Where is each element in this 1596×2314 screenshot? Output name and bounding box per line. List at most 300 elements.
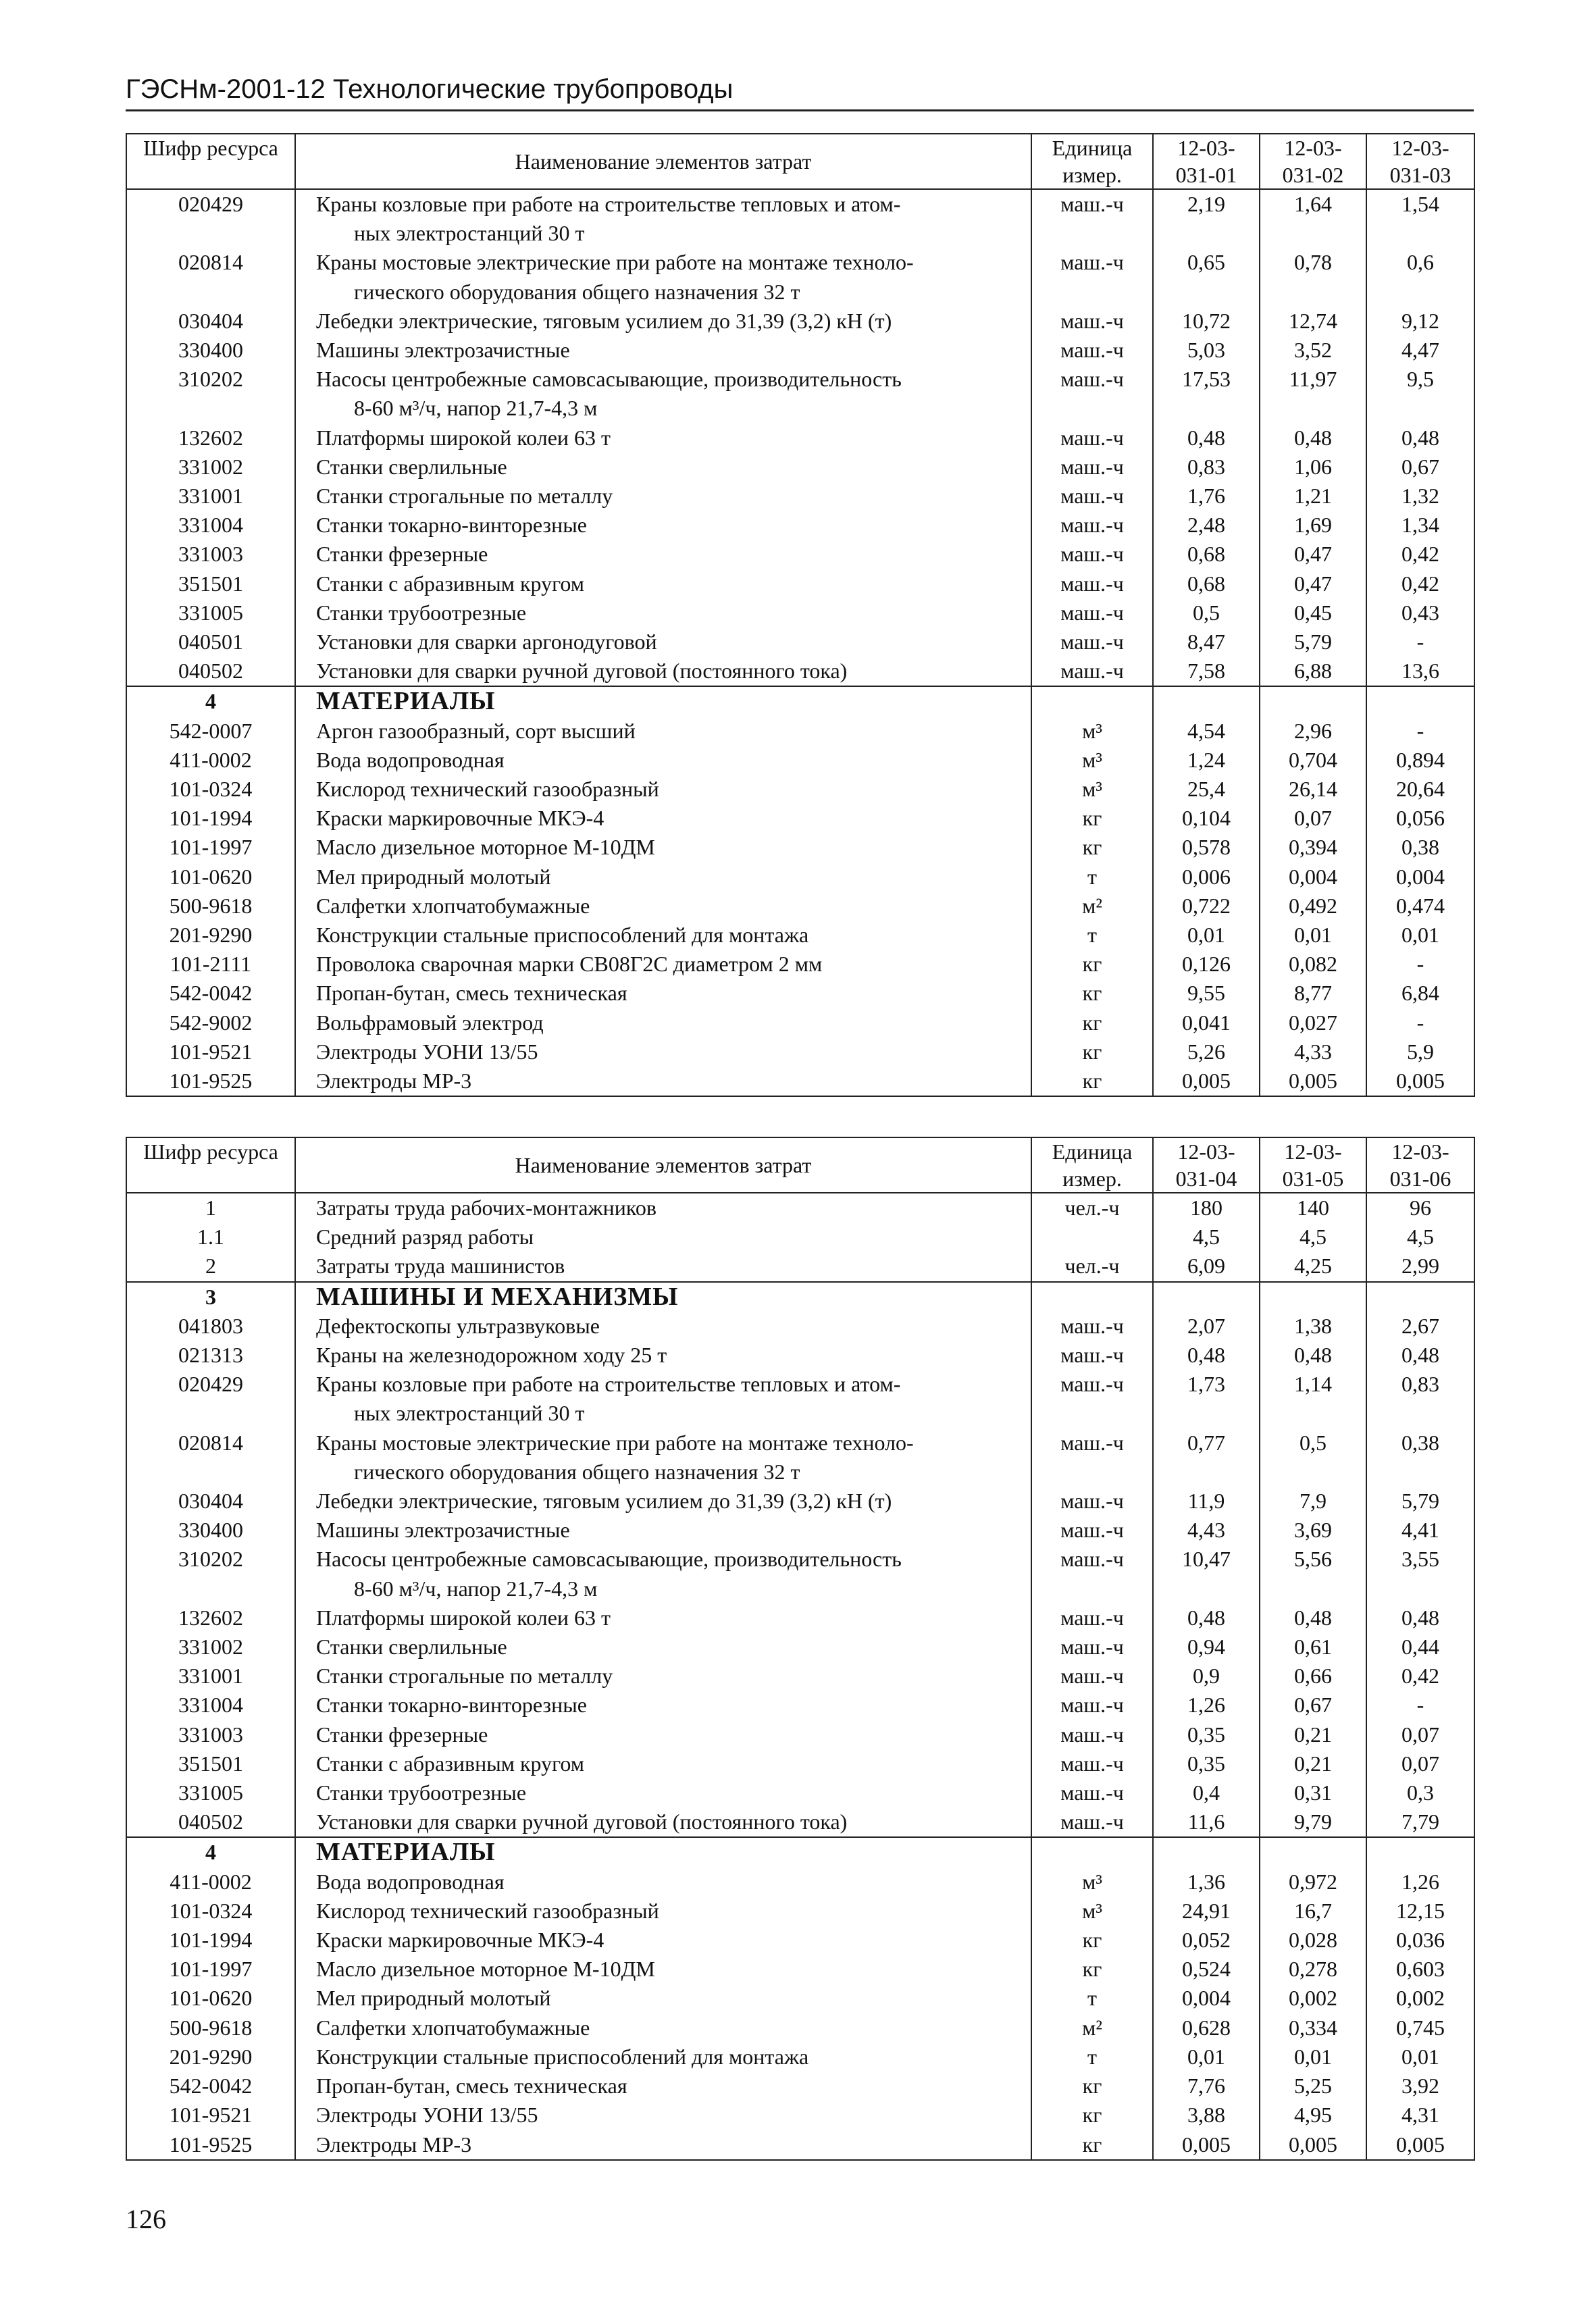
resource-name-text: Пропан-бутан, смесь техническая bbox=[316, 2074, 627, 2099]
resource-code: 4 bbox=[126, 686, 295, 716]
table-row bbox=[126, 1955, 1474, 1984]
table-row bbox=[126, 950, 1474, 979]
col-header-code: Шифр ресурса bbox=[126, 134, 295, 189]
resource-name-continuation: 8-60 м³/ч, напор 21,7-4,3 м bbox=[354, 1576, 598, 1601]
resource-name bbox=[295, 1632, 1031, 1662]
resource-name bbox=[295, 1516, 1031, 1545]
resource-name-text: Мел природный молотый bbox=[316, 1986, 551, 2011]
page-number: 126 bbox=[126, 2204, 166, 2234]
resource-name-continuation: гического оборудования общего назначения 32 т bbox=[354, 279, 800, 304]
value-cell-3: 0,07 bbox=[1366, 1720, 1474, 1749]
resource-name-continuation: 8-60 м³/ч, напор 21,7-4,3 м bbox=[354, 396, 598, 421]
resource-name bbox=[295, 365, 1031, 423]
resource-name bbox=[295, 1691, 1031, 1720]
resource-name-text: Машины электрозачистные bbox=[316, 338, 570, 363]
resource-name-text: Конструкции стальные приспособлений для монтажа bbox=[316, 923, 809, 948]
resource-code: 331001 bbox=[126, 482, 295, 511]
resource-name bbox=[295, 336, 1031, 365]
resource-name-text: Краны на железнодорожном ходу 25 т bbox=[316, 1343, 667, 1368]
resource-name-text: Станки трубоотрезные bbox=[316, 600, 527, 625]
value-cell-1: 0,35 bbox=[1153, 1720, 1260, 1749]
value-cell-1: 8,47 bbox=[1153, 627, 1260, 657]
value-cell-3: 2,67 bbox=[1366, 1312, 1474, 1341]
unit-cell: маш.-ч bbox=[1031, 657, 1153, 686]
unit-cell: маш.-ч bbox=[1031, 1487, 1153, 1516]
resource-name bbox=[295, 950, 1031, 979]
resource-name bbox=[295, 482, 1031, 511]
unit-cell: кг bbox=[1031, 1955, 1153, 1984]
value-cell-2: 0,66 bbox=[1260, 1662, 1366, 1691]
resource-name bbox=[295, 248, 1031, 306]
value-cell-1: 0,004 bbox=[1153, 1984, 1260, 2013]
resource-name bbox=[295, 627, 1031, 657]
value-cell-2: 0,027 bbox=[1260, 1008, 1366, 1037]
table-row bbox=[126, 1516, 1474, 1545]
value-cell-1: 0,48 bbox=[1153, 423, 1260, 453]
unit-cell: кг bbox=[1031, 804, 1153, 833]
value-cell-1: 4,54 bbox=[1153, 717, 1260, 746]
resource-name-text: Затраты труда рабочих-монтажников bbox=[316, 1195, 657, 1220]
value-cell-3: 0,056 bbox=[1366, 804, 1474, 833]
resource-name bbox=[295, 1720, 1031, 1749]
table-row bbox=[126, 717, 1474, 746]
table-header-row bbox=[126, 134, 1474, 189]
resource-name-text: Станки с абразивным кругом bbox=[316, 1751, 585, 1776]
resource-name bbox=[295, 1984, 1031, 2013]
unit-cell: кг bbox=[1031, 1066, 1153, 1096]
unit-cell: маш.-ч bbox=[1031, 1603, 1153, 1632]
resource-code: 351501 bbox=[126, 1749, 295, 1778]
resource-name bbox=[295, 1008, 1031, 1037]
table-row bbox=[126, 1312, 1474, 1341]
value-cell-1: 0,48 bbox=[1153, 1603, 1260, 1632]
value-cell-2: 2,96 bbox=[1260, 717, 1366, 746]
resource-code: 041803 bbox=[126, 1312, 295, 1341]
resource-name bbox=[295, 833, 1031, 862]
resource-name bbox=[295, 1545, 1031, 1603]
value-cell-3: 0,474 bbox=[1366, 892, 1474, 921]
value-cell-3: - bbox=[1366, 1008, 1474, 1037]
resource-name bbox=[295, 1603, 1031, 1632]
table-row bbox=[126, 365, 1474, 423]
table-row bbox=[126, 598, 1474, 627]
value-cell-3: 6,84 bbox=[1366, 979, 1474, 1008]
value-cell-1: 1,76 bbox=[1153, 482, 1260, 511]
table-row bbox=[126, 979, 1474, 1008]
section-row bbox=[126, 1837, 1474, 1867]
resource-code: 101-1994 bbox=[126, 1926, 295, 1955]
value-cell-3: 0,42 bbox=[1366, 540, 1474, 569]
resource-name-text: Затраты труда машинистов bbox=[316, 1254, 565, 1279]
resource-table-2 bbox=[126, 1137, 1475, 2161]
col-header-code-3: 12-03-031-03 bbox=[1366, 134, 1474, 189]
resource-name bbox=[295, 453, 1031, 482]
unit-cell: маш.-ч bbox=[1031, 1749, 1153, 1778]
resource-name bbox=[295, 189, 1031, 248]
value-cell-3 bbox=[1366, 686, 1474, 716]
resource-name-text: Масло дизельное моторное М-10ДМ bbox=[316, 1957, 655, 1982]
resource-name-text: Станки трубоотрезные bbox=[316, 1780, 527, 1805]
value-cell-3 bbox=[1366, 1837, 1474, 1867]
resource-name-text: Краны козловые при работе на строительстве тепловых и атом- bbox=[316, 1372, 901, 1397]
value-cell-1: 5,03 bbox=[1153, 336, 1260, 365]
resource-name-text: Электроды МР-3 bbox=[316, 2132, 472, 2157]
value-cell-2: 4,25 bbox=[1260, 1252, 1366, 1281]
table-row bbox=[126, 775, 1474, 804]
table-row bbox=[126, 1429, 1474, 1487]
value-cell-1: 0,4 bbox=[1153, 1778, 1260, 1807]
value-cell-3: 0,745 bbox=[1366, 2013, 1474, 2042]
unit-cell: м³ bbox=[1031, 746, 1153, 775]
value-cell-1: 0,041 bbox=[1153, 1008, 1260, 1037]
resource-code: 3 bbox=[126, 1282, 295, 1312]
resource-code: 101-9521 bbox=[126, 1037, 295, 1066]
value-cell-3: 0,42 bbox=[1366, 569, 1474, 598]
value-cell-1: 0,48 bbox=[1153, 1341, 1260, 1370]
resource-name-text: Станки токарно-винторезные bbox=[316, 1693, 587, 1718]
resource-name-text: Электроды УОНИ 13/55 bbox=[316, 1039, 538, 1064]
unit-cell bbox=[1031, 1282, 1153, 1312]
resource-code: 132602 bbox=[126, 423, 295, 453]
unit-cell: м² bbox=[1031, 892, 1153, 921]
value-cell-1: 180 bbox=[1153, 1193, 1260, 1223]
value-cell-2: 0,48 bbox=[1260, 423, 1366, 453]
resource-code: 101-2111 bbox=[126, 950, 295, 979]
table-row bbox=[126, 746, 1474, 775]
resource-name-text: Насосы центробежные самовсасывающие, производительность bbox=[316, 1547, 902, 1572]
resource-code: 040502 bbox=[126, 657, 295, 686]
resource-name-text: Средний разряд работы bbox=[316, 1225, 534, 1250]
unit-cell: маш.-ч bbox=[1031, 1662, 1153, 1691]
resource-name-text: Салфетки хлопчатобумажные bbox=[316, 893, 590, 918]
value-cell-1: 24,91 bbox=[1153, 1897, 1260, 1926]
value-cell-2: 0,002 bbox=[1260, 1984, 1366, 2013]
resource-code: 331002 bbox=[126, 1632, 295, 1662]
table-row bbox=[126, 307, 1474, 336]
table-row bbox=[126, 1603, 1474, 1632]
value-cell-3: 4,47 bbox=[1366, 336, 1474, 365]
resource-name bbox=[295, 1370, 1031, 1428]
value-cell-1: 6,09 bbox=[1153, 1252, 1260, 1281]
value-cell-2: 1,38 bbox=[1260, 1312, 1366, 1341]
resource-code: 331002 bbox=[126, 453, 295, 482]
value-cell-2: 0,48 bbox=[1260, 1341, 1366, 1370]
table-header-row bbox=[126, 1137, 1474, 1193]
resource-name-text: Насосы центробежные самовсасывающие, производительность bbox=[316, 367, 902, 392]
table-row bbox=[126, 921, 1474, 950]
resource-name-text: Кислород технический газообразный bbox=[316, 1898, 659, 1923]
value-cell-3: - bbox=[1366, 717, 1474, 746]
resource-code: 101-1997 bbox=[126, 833, 295, 862]
table-row bbox=[126, 336, 1474, 365]
resource-code: 030404 bbox=[126, 1487, 295, 1516]
unit-cell: маш.-ч bbox=[1031, 453, 1153, 482]
unit-cell: кг bbox=[1031, 2072, 1153, 2101]
table-row bbox=[126, 1066, 1474, 1096]
table-row bbox=[126, 511, 1474, 540]
resource-code: 331004 bbox=[126, 1691, 295, 1720]
resource-name bbox=[295, 746, 1031, 775]
resource-code: 020814 bbox=[126, 248, 295, 306]
unit-cell: маш.-ч bbox=[1031, 1632, 1153, 1662]
resource-name bbox=[295, 1312, 1031, 1341]
value-cell-3: 3,55 bbox=[1366, 1545, 1474, 1603]
value-cell-2: 0,082 bbox=[1260, 950, 1366, 979]
value-cell-2: 0,48 bbox=[1260, 1603, 1366, 1632]
value-cell-2: 3,69 bbox=[1260, 1516, 1366, 1545]
value-cell-2: 0,005 bbox=[1260, 1066, 1366, 1096]
table-row bbox=[126, 1807, 1474, 1837]
value-cell-2: 11,97 bbox=[1260, 365, 1366, 423]
value-cell-2: 8,77 bbox=[1260, 979, 1366, 1008]
table-row bbox=[126, 1545, 1474, 1603]
value-cell-1: 1,36 bbox=[1153, 1868, 1260, 1897]
resource-code: 101-9525 bbox=[126, 2130, 295, 2160]
resource-name bbox=[295, 2072, 1031, 2101]
resource-name bbox=[295, 1749, 1031, 1778]
resource-name-text: Станки фрезерные bbox=[316, 1722, 488, 1747]
unit-cell: маш.-ч bbox=[1031, 598, 1153, 627]
resource-name bbox=[295, 1662, 1031, 1691]
value-cell-3: - bbox=[1366, 950, 1474, 979]
table-row bbox=[126, 833, 1474, 862]
table-row bbox=[126, 1037, 1474, 1066]
value-cell-3: 0,002 bbox=[1366, 1984, 1474, 2013]
resource-code: 331004 bbox=[126, 511, 295, 540]
unit-cell: маш.-ч bbox=[1031, 1429, 1153, 1487]
value-cell-2: 5,79 bbox=[1260, 627, 1366, 657]
value-cell-1: 0,01 bbox=[1153, 921, 1260, 950]
unit-cell: т bbox=[1031, 2042, 1153, 2072]
table-row bbox=[126, 189, 1474, 248]
resource-name-text: Масло дизельное моторное М-10ДМ bbox=[316, 835, 655, 860]
unit-cell: маш.-ч bbox=[1031, 1370, 1153, 1428]
table-row bbox=[126, 2130, 1474, 2160]
unit-cell: м² bbox=[1031, 2013, 1153, 2042]
value-cell-1: 0,005 bbox=[1153, 1066, 1260, 1096]
unit-cell: кг bbox=[1031, 1008, 1153, 1037]
value-cell-1: 0,722 bbox=[1153, 892, 1260, 921]
value-cell-2: 4,95 bbox=[1260, 2101, 1366, 2130]
unit-cell: маш.-ч bbox=[1031, 627, 1153, 657]
col-header-name: Наименование элементов затрат bbox=[295, 134, 1031, 189]
value-cell-1: 0,5 bbox=[1153, 598, 1260, 627]
unit-cell bbox=[1031, 686, 1153, 716]
resource-code: 021313 bbox=[126, 1341, 295, 1370]
resource-name bbox=[295, 1223, 1031, 1252]
value-cell-2: 0,45 bbox=[1260, 598, 1366, 627]
value-cell-2: 4,33 bbox=[1260, 1037, 1366, 1066]
value-cell-1: 0,01 bbox=[1153, 2042, 1260, 2072]
value-cell-1: 0,006 bbox=[1153, 863, 1260, 892]
unit-cell: маш.-ч bbox=[1031, 1807, 1153, 1837]
value-cell-2: 0,334 bbox=[1260, 2013, 1366, 2042]
value-cell-2 bbox=[1260, 1282, 1366, 1312]
value-cell-1: 1,73 bbox=[1153, 1370, 1260, 1428]
value-cell-3: 12,15 bbox=[1366, 1897, 1474, 1926]
resource-name bbox=[295, 775, 1031, 804]
resource-name bbox=[295, 804, 1031, 833]
value-cell-2: 0,5 bbox=[1260, 1429, 1366, 1487]
value-cell-2 bbox=[1260, 686, 1366, 716]
resource-code: 411-0002 bbox=[126, 746, 295, 775]
value-cell-3: 0,004 bbox=[1366, 863, 1474, 892]
unit-cell: маш.-ч bbox=[1031, 540, 1153, 569]
value-cell-3: 1,26 bbox=[1366, 1868, 1474, 1897]
value-cell-2: 1,64 bbox=[1260, 189, 1366, 248]
unit-cell bbox=[1031, 1837, 1153, 1867]
value-cell-2: 0,278 bbox=[1260, 1955, 1366, 1984]
resource-name-text: Установки для сварки ручной дуговой (постоянного тока) bbox=[316, 1809, 848, 1834]
resource-name-text: Лебедки электрические, тяговым усилием до 31,39 (3,2) кН (т) bbox=[316, 308, 892, 333]
table-row bbox=[126, 1691, 1474, 1720]
value-cell-1: 0,9 bbox=[1153, 1662, 1260, 1691]
unit-cell: маш.-ч bbox=[1031, 1545, 1153, 1603]
value-cell-3: 7,79 bbox=[1366, 1807, 1474, 1837]
table-row bbox=[126, 248, 1474, 306]
resource-code: 101-9521 bbox=[126, 2101, 295, 2130]
value-cell-1: 2,19 bbox=[1153, 189, 1260, 248]
value-cell-3: 0,005 bbox=[1366, 2130, 1474, 2160]
value-cell-3: 0,48 bbox=[1366, 1603, 1474, 1632]
resource-code: 4 bbox=[126, 1837, 295, 1867]
value-cell-3: 0,67 bbox=[1366, 453, 1474, 482]
resource-name bbox=[295, 979, 1031, 1008]
resource-name bbox=[295, 569, 1031, 598]
value-cell-1: 4,5 bbox=[1153, 1223, 1260, 1252]
resource-code: 101-0620 bbox=[126, 863, 295, 892]
value-cell-2: 1,06 bbox=[1260, 453, 1366, 482]
unit-cell: маш.-ч bbox=[1031, 307, 1153, 336]
unit-cell: м³ bbox=[1031, 1868, 1153, 1897]
resource-code: 101-0620 bbox=[126, 1984, 295, 2013]
unit-cell: маш.-ч bbox=[1031, 189, 1153, 248]
resource-code: 020429 bbox=[126, 1370, 295, 1428]
unit-cell: маш.-ч bbox=[1031, 569, 1153, 598]
resource-code: 331005 bbox=[126, 598, 295, 627]
resource-name-text: Проволока сварочная марки СВ08Г2С диаметром 2 мм bbox=[316, 952, 823, 977]
unit-cell: кг bbox=[1031, 950, 1153, 979]
value-cell-3: 0,44 bbox=[1366, 1632, 1474, 1662]
unit-cell: маш.-ч bbox=[1031, 1720, 1153, 1749]
value-cell-1: 10,72 bbox=[1153, 307, 1260, 336]
col-header-code-1: 12-03-031-01 bbox=[1153, 134, 1260, 189]
table-row bbox=[126, 627, 1474, 657]
resource-code: 101-0324 bbox=[126, 775, 295, 804]
value-cell-2: 1,21 bbox=[1260, 482, 1366, 511]
value-cell-1: 7,76 bbox=[1153, 2072, 1260, 2101]
resource-code: 201-9290 bbox=[126, 921, 295, 950]
resource-name bbox=[295, 423, 1031, 453]
table-row bbox=[126, 540, 1474, 569]
value-cell-1: 0,104 bbox=[1153, 804, 1260, 833]
resource-name bbox=[295, 1487, 1031, 1516]
value-cell-2: 16,7 bbox=[1260, 1897, 1366, 1926]
unit-cell: маш.-ч bbox=[1031, 365, 1153, 423]
value-cell-3: 0,005 bbox=[1366, 1066, 1474, 1096]
value-cell-3: 0,01 bbox=[1366, 2042, 1474, 2072]
value-cell-2: 0,004 bbox=[1260, 863, 1366, 892]
resource-name-text: Лебедки электрические, тяговым усилием до 31,39 (3,2) кН (т) bbox=[316, 1489, 892, 1514]
value-cell-1 bbox=[1153, 1837, 1260, 1867]
col-header-code: Шифр ресурса bbox=[126, 1137, 295, 1193]
resource-name-text: Станки токарно-винторезные bbox=[316, 513, 587, 538]
resource-name-text: Пропан-бутан, смесь техническая bbox=[316, 981, 627, 1006]
value-cell-2: 5,56 bbox=[1260, 1545, 1366, 1603]
resource-name-text: Дефектоскопы ультразвуковые bbox=[316, 1313, 600, 1338]
resource-name bbox=[295, 2042, 1031, 2072]
value-cell-1: 3,88 bbox=[1153, 2101, 1260, 2130]
table-row bbox=[126, 423, 1474, 453]
resource-name bbox=[295, 2101, 1031, 2130]
resource-name-text: Станки фрезерные bbox=[316, 542, 488, 567]
table-row bbox=[126, 1749, 1474, 1778]
resource-name bbox=[295, 1037, 1031, 1066]
resource-code: 542-9002 bbox=[126, 1008, 295, 1037]
resource-name bbox=[295, 1868, 1031, 1897]
resource-name-text: Вода водопроводная bbox=[316, 747, 505, 772]
value-cell-1: 9,55 bbox=[1153, 979, 1260, 1008]
table-row bbox=[126, 892, 1474, 921]
value-cell-2: 0,492 bbox=[1260, 892, 1366, 921]
value-cell-2: 0,47 bbox=[1260, 569, 1366, 598]
resource-code: 1.1 bbox=[126, 1223, 295, 1252]
value-cell-1: 0,628 bbox=[1153, 2013, 1260, 2042]
unit-cell: т bbox=[1031, 1984, 1153, 2013]
resource-code: 500-9618 bbox=[126, 892, 295, 921]
unit-cell: чел.-ч bbox=[1031, 1252, 1153, 1281]
value-cell-3 bbox=[1366, 1282, 1474, 1312]
unit-cell: кг bbox=[1031, 979, 1153, 1008]
resource-code: 201-9290 bbox=[126, 2042, 295, 2072]
resource-code: 132602 bbox=[126, 1603, 295, 1632]
value-cell-1: 0,005 bbox=[1153, 2130, 1260, 2160]
value-cell-2: 0,47 bbox=[1260, 540, 1366, 569]
value-cell-3: 0,43 bbox=[1366, 598, 1474, 627]
running-head: ГЭСНм-2001-12 Технологические трубопроводы bbox=[126, 74, 733, 104]
value-cell-1: 1,24 bbox=[1153, 746, 1260, 775]
table-row bbox=[126, 2072, 1474, 2101]
value-cell-1 bbox=[1153, 1282, 1260, 1312]
table-row bbox=[126, 657, 1474, 686]
table-row bbox=[126, 804, 1474, 833]
value-cell-2: 6,88 bbox=[1260, 657, 1366, 686]
unit-cell: маш.-ч bbox=[1031, 1341, 1153, 1370]
value-cell-2: 12,74 bbox=[1260, 307, 1366, 336]
section-title bbox=[295, 1837, 1031, 1867]
table-row bbox=[126, 1341, 1474, 1370]
value-cell-1: 0,35 bbox=[1153, 1749, 1260, 1778]
resource-code: 542-0042 bbox=[126, 2072, 295, 2101]
unit-cell: м³ bbox=[1031, 775, 1153, 804]
value-cell-3: 0,6 bbox=[1366, 248, 1474, 306]
value-cell-2: 0,972 bbox=[1260, 1868, 1366, 1897]
resource-code: 331003 bbox=[126, 540, 295, 569]
col-header-code-2: 12-03-031-02 bbox=[1260, 134, 1366, 189]
col-header-code-4: 12-03-031-04 bbox=[1153, 1137, 1260, 1193]
resource-name-text: Станки с абразивным кругом bbox=[316, 571, 585, 596]
resource-code: 030404 bbox=[126, 307, 295, 336]
unit-cell: т bbox=[1031, 863, 1153, 892]
resource-code: 2 bbox=[126, 1252, 295, 1281]
value-cell-1: 0,65 bbox=[1153, 248, 1260, 306]
value-cell-2: 9,79 bbox=[1260, 1807, 1366, 1837]
resource-name bbox=[295, 657, 1031, 686]
resource-name bbox=[295, 1429, 1031, 1487]
resource-name-continuation: ных электростанций 30 т bbox=[354, 221, 585, 246]
resource-name bbox=[295, 892, 1031, 921]
value-cell-1: 0,578 bbox=[1153, 833, 1260, 862]
